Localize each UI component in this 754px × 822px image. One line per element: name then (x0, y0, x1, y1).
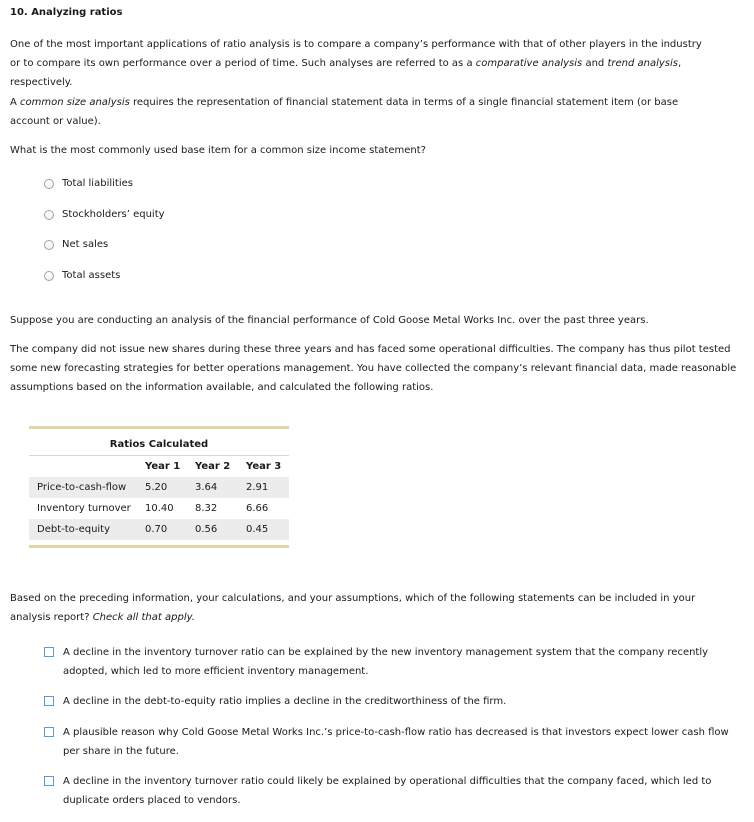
table-cell: 10.40 (145, 503, 174, 514)
checkbox[interactable] (44, 647, 54, 657)
option-total-assets[interactable] (44, 270, 120, 281)
statement-text: A decline in the inventory turnover ratio could likely be explained by operational difficulties that the company faced, which led to duplicate orders placed to vendors. (63, 776, 712, 806)
option-label: Stockholders’ equity (62, 209, 165, 220)
statement-text: A plausible reason why Cold Goose Metal Works Inc.’s price-to-cash-flow ratio has decreased is that investors expect lower cash flow per share in the future. (63, 727, 729, 757)
option-total-liabilities[interactable] (44, 178, 133, 189)
row-label: Inventory turnover (37, 503, 131, 514)
q2-prompt (10, 589, 730, 627)
q1-question: What is the most commonly used base item for a common size income statement? (10, 145, 426, 156)
comparative-analysis-term: comparative analysis (475, 58, 583, 69)
ratios-table (29, 426, 289, 548)
statement-option-3[interactable] (44, 723, 734, 761)
check-all-instruction: Check all that apply. (92, 612, 195, 623)
intro-text-c: , respectively. (10, 58, 682, 88)
table-cell: 5.20 (145, 482, 168, 493)
column-header: Year 2 (195, 461, 231, 472)
checkbox[interactable] (44, 727, 54, 737)
column-header: Year 3 (246, 461, 282, 472)
trend-analysis-term: trend analysis (607, 58, 678, 69)
radio-button[interactable] (44, 179, 54, 189)
column-header: Year 1 (145, 461, 181, 472)
table-top-rule (29, 426, 289, 429)
table-bottom-rule (29, 545, 289, 548)
intro-paragraph-2 (10, 93, 720, 131)
intro-paragraph-1 (10, 35, 710, 92)
table-cell: 0.45 (246, 524, 269, 535)
row-label: Debt-to-equity (37, 524, 111, 535)
table-cell: 2.91 (246, 482, 269, 493)
table-row (29, 498, 289, 519)
radio-button[interactable] (44, 271, 54, 281)
table-row (29, 519, 289, 540)
option-net-sales[interactable] (44, 239, 108, 250)
intro-text-a: One of the most important applications of ratio analysis is to compare a company’s performance with that of other players in the industry or to compare its own performance over a period of time. Such analyses are referred to as a (10, 39, 702, 69)
statement-option-2[interactable] (44, 692, 734, 711)
option-stockholders-equity[interactable] (44, 209, 165, 220)
checkbox[interactable] (44, 696, 54, 706)
option-label: Total liabilities (62, 178, 133, 189)
common-size-analysis-term: common size analysis (20, 97, 130, 108)
intro2-text-b: requires the representation of financial statement data in terms of a single financial statement item (or base account or value). (10, 97, 679, 127)
table-cell: 6.66 (246, 503, 269, 514)
checkbox[interactable] (44, 776, 54, 786)
intro-text-b: and (582, 58, 608, 69)
table-cell: 8.32 (195, 503, 218, 514)
statement-option-4[interactable] (44, 772, 734, 810)
table-heading: Ratios Calculated (109, 439, 209, 450)
table-header-row (29, 455, 289, 477)
statement-text: A decline in the debt-to-equity ratio implies a decline in the creditworthiness of the firm. (63, 696, 507, 707)
option-label: Net sales (62, 239, 109, 250)
table-cell: 3.64 (195, 482, 218, 493)
scenario-paragraph-2: The company did not issue new shares during these three years and has faced some operational difficulties. The company has thus pilot tested some new forecasting strategies for better operations management. You have collected the company’s relevant financial data, made reasonable assumptions based on the information available, and calculated the following ratios. (10, 344, 737, 393)
radio-button[interactable] (44, 240, 54, 250)
option-label: Total assets (62, 270, 121, 281)
question-title: 10. Analyzing ratios (10, 7, 123, 18)
statement-text: A decline in the inventory turnover ratio can be explained by the new inventory management system that the company recently adopted, which led to more efficient inventory management. (63, 647, 709, 677)
row-label: Price-to-cash-flow (37, 482, 127, 493)
table-cell: 0.70 (145, 524, 168, 535)
statement-option-1[interactable] (44, 643, 734, 681)
table-row (29, 477, 289, 498)
scenario-paragraph-1: Suppose you are conducting an analysis of the financial performance of Cold Goose Metal Works Inc. over the past three years. (10, 315, 649, 326)
q2-prompt-text: Based on the preceding information, your calculations, and your assumptions, which of the following statements can be included in your analysis report? (10, 593, 696, 623)
table-cell: 0.56 (195, 524, 218, 535)
intro2-text-a: A (10, 97, 21, 108)
radio-button[interactable] (44, 210, 54, 220)
